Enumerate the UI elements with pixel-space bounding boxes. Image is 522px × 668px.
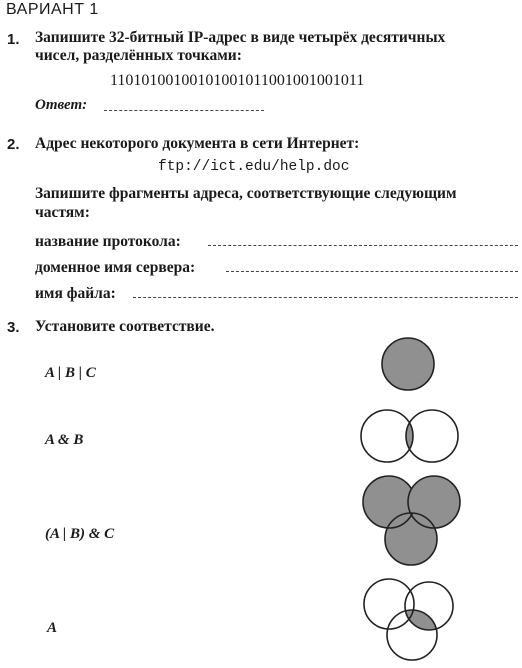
task-2-text: Адрес некоторого документа в сети Интернет:	[35, 135, 360, 152]
task-1-number: 1.	[7, 31, 20, 48]
variant-title: ВАРИАНТ 1	[6, 1, 99, 18]
venn-single-filled	[382, 338, 434, 390]
task-2-number: 2.	[7, 136, 20, 153]
field-label-protocol: название протокола:	[35, 233, 181, 250]
expression-a-and-b: A & B	[45, 432, 84, 448]
expression-a-or-b-and-c: (A | B) & C	[45, 526, 115, 542]
venn-three-circles-filled	[363, 476, 460, 565]
expression-a: A	[47, 620, 58, 636]
task-2-instruction-line2: частям:	[35, 204, 90, 221]
task-2-url: ftp://ict.edu/help.doc	[158, 159, 350, 175]
venn-three-circles-partial	[364, 579, 453, 660]
task-3-number: 3.	[7, 319, 20, 336]
task-1-binary-address: 11010100100101001011001001001011	[110, 72, 365, 89]
task-3-text: Установите соответствие.	[35, 318, 215, 335]
field-label-file: имя файла:	[35, 285, 116, 302]
expression-a-or-b-or-c: A | B | C	[45, 365, 96, 381]
task-1-answer-label: Ответ:	[35, 97, 88, 113]
venn-two-intersection	[361, 410, 458, 462]
task-1-text-line2: чисел, разделённых точками:	[35, 47, 242, 64]
field-label-domain: доменное имя сервера:	[35, 259, 196, 276]
task-1-text-line1: Запишите 32-битный IP-адрес в виде четырёх десятичных	[35, 29, 446, 46]
task-2-instruction-line1: Запишите фрагменты адреса, соответствующие следующим	[35, 185, 457, 202]
